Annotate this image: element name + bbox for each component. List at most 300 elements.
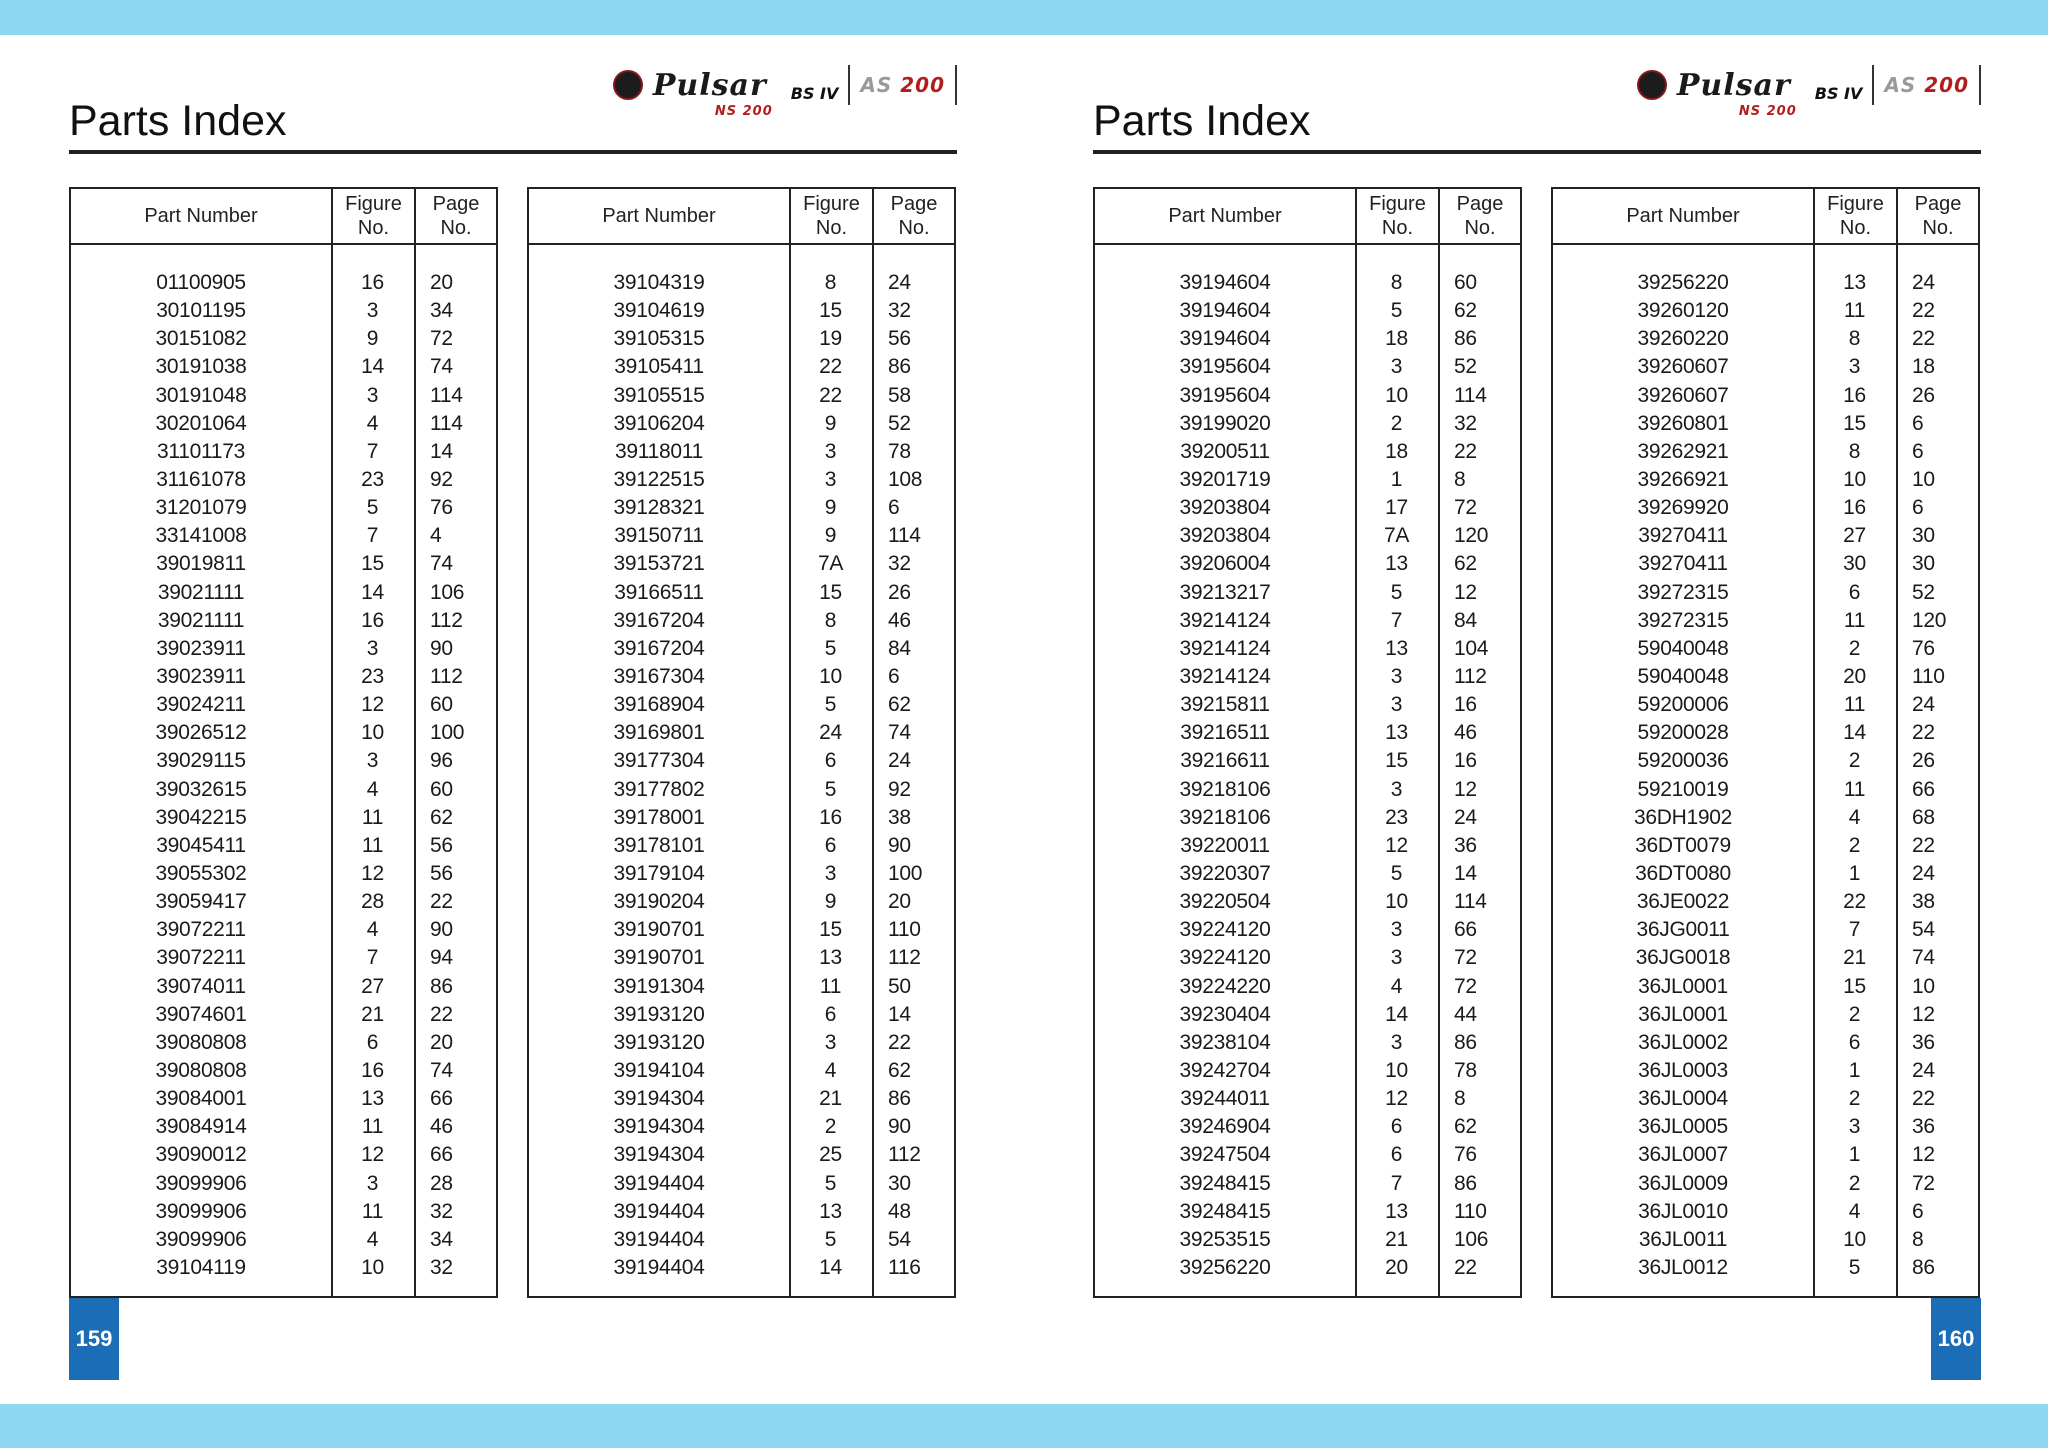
cell-figure-no: 3 bbox=[366, 383, 379, 407]
cell-part-number: 39128321 bbox=[613, 496, 705, 520]
table-row bbox=[1095, 804, 1520, 832]
cell-figure-no: 13 bbox=[1385, 721, 1408, 745]
cell-figure-no: 3 bbox=[366, 299, 379, 323]
cell-page-no: 22 bbox=[1912, 327, 1935, 351]
header-page-no: Page No. bbox=[1914, 193, 1962, 239]
cell-page-no: 72 bbox=[1912, 1171, 1935, 1195]
table-row bbox=[1553, 382, 1978, 410]
cell-figure-no: 3 bbox=[366, 1171, 379, 1195]
cell-part-number: 39167204 bbox=[613, 636, 705, 660]
cell-page-no: 60 bbox=[1454, 271, 1477, 295]
cell-part-number: 39105411 bbox=[614, 355, 704, 379]
cell-page-no: 38 bbox=[1912, 890, 1935, 914]
cell-page-no: 86 bbox=[1454, 1030, 1477, 1054]
table-row bbox=[1095, 466, 1520, 494]
cell-part-number: 31201079 bbox=[155, 496, 247, 520]
cell-page-no: 6 bbox=[1912, 1199, 1924, 1223]
cell-part-number: 39190701 bbox=[613, 918, 705, 942]
cell-page-no: 14 bbox=[888, 1002, 911, 1026]
cell-page-no: 56 bbox=[430, 833, 453, 857]
table-row bbox=[1553, 944, 1978, 972]
cell-page-no: 22 bbox=[430, 1002, 453, 1026]
cell-figure-no: 15 bbox=[1843, 411, 1866, 435]
cell-part-number: 39224120 bbox=[1179, 918, 1271, 942]
header-divider bbox=[1095, 243, 1520, 245]
table-row bbox=[1095, 1198, 1520, 1226]
cell-page-no: 12 bbox=[1912, 1002, 1935, 1026]
cell-page-no: 100 bbox=[888, 862, 923, 886]
header-figure-no: Figure No. bbox=[1827, 193, 1884, 239]
table-row bbox=[529, 691, 954, 719]
cell-part-number: 39260120 bbox=[1637, 299, 1729, 323]
cell-page-no: 34 bbox=[430, 299, 453, 323]
table-row bbox=[529, 410, 954, 438]
cell-figure-no: 5 bbox=[824, 636, 837, 660]
cell-part-number: 39074011 bbox=[156, 974, 246, 998]
brand-alt-model-suffix: 200 bbox=[900, 73, 945, 97]
cell-figure-no: 6 bbox=[1848, 580, 1861, 604]
table-row bbox=[529, 353, 954, 381]
cell-part-number: 39072211 bbox=[156, 946, 246, 970]
cell-page-no: 22 bbox=[1912, 833, 1935, 857]
cell-part-number: 39099906 bbox=[155, 1171, 247, 1195]
cell-part-number: 33141008 bbox=[155, 524, 247, 548]
table-row bbox=[529, 1141, 954, 1169]
table-row bbox=[71, 747, 496, 775]
header-part-number: Part Number bbox=[144, 205, 258, 227]
brand-model: NS 200 bbox=[1738, 103, 1797, 119]
table-row bbox=[1095, 494, 1520, 522]
cell-figure-no: 12 bbox=[361, 693, 384, 717]
table-row bbox=[1095, 550, 1520, 578]
cell-figure-no: 4 bbox=[366, 918, 379, 942]
cell-page-no: 24 bbox=[1912, 271, 1935, 295]
cell-figure-no: 6 bbox=[1390, 1143, 1403, 1167]
table-row bbox=[529, 466, 954, 494]
cell-figure-no: 10 bbox=[819, 665, 842, 689]
cell-page-no: 86 bbox=[1454, 1171, 1477, 1195]
table-row bbox=[1095, 607, 1520, 635]
cell-page-no: 78 bbox=[1454, 1059, 1477, 1082]
cell-part-number: 39194604 bbox=[1179, 327, 1271, 351]
cell-page-no: 26 bbox=[888, 580, 911, 604]
cell-page-no: 54 bbox=[888, 1227, 911, 1251]
cell-page-no: 52 bbox=[1454, 355, 1477, 379]
cell-page-no: 30 bbox=[888, 1171, 911, 1195]
table-row bbox=[529, 804, 954, 832]
cell-figure-no: 10 bbox=[1843, 468, 1866, 492]
cell-figure-no: 12 bbox=[361, 862, 384, 886]
cell-page-no: 110 bbox=[1454, 1199, 1487, 1223]
cell-part-number: 39215811 bbox=[1180, 693, 1270, 717]
table-row bbox=[71, 776, 496, 804]
brand-emblem-icon bbox=[613, 70, 643, 100]
cell-page-no: 20 bbox=[430, 271, 453, 295]
cell-part-number: 39203804 bbox=[1179, 496, 1271, 520]
cell-part-number: 39199020 bbox=[1179, 411, 1271, 435]
table-row bbox=[71, 297, 496, 325]
cell-part-number: 39104319 bbox=[613, 271, 705, 295]
table-row bbox=[1553, 522, 1978, 550]
cell-part-number: 31101173 bbox=[157, 439, 245, 463]
cell-part-number: 39194304 bbox=[613, 1115, 705, 1139]
table-row bbox=[71, 663, 496, 691]
cell-figure-no: 3 bbox=[1390, 777, 1403, 801]
cell-part-number: 36JL0001 bbox=[1638, 974, 1728, 998]
cell-page-no: 86 bbox=[1912, 1255, 1935, 1279]
table-row bbox=[71, 916, 496, 944]
cell-part-number: 39084914 bbox=[155, 1115, 247, 1139]
brand-name-text: Pulsar bbox=[1676, 67, 1791, 103]
cell-page-no: 30 bbox=[1912, 524, 1935, 548]
cell-figure-no: 4 bbox=[824, 1059, 837, 1082]
table-row bbox=[71, 804, 496, 832]
parts-table bbox=[69, 187, 498, 1298]
table-row bbox=[1095, 410, 1520, 438]
table-row bbox=[1553, 635, 1978, 663]
cell-part-number: 39190204 bbox=[613, 890, 705, 914]
cell-page-no: 8 bbox=[1454, 1087, 1466, 1111]
cell-page-no: 90 bbox=[430, 636, 453, 660]
cell-part-number: 39024211 bbox=[156, 693, 246, 717]
cell-part-number: 39191304 bbox=[613, 974, 705, 998]
cell-figure-no: 3 bbox=[366, 636, 379, 660]
table-row bbox=[529, 1226, 954, 1254]
table-row bbox=[1095, 635, 1520, 663]
table-row bbox=[1553, 804, 1978, 832]
table-row bbox=[529, 1170, 954, 1198]
table-body bbox=[71, 269, 496, 1282]
cell-figure-no: 30 bbox=[1843, 552, 1866, 576]
cell-figure-no: 19 bbox=[819, 327, 842, 351]
cell-part-number: 30201064 bbox=[155, 411, 247, 435]
table-row bbox=[529, 1113, 954, 1141]
cell-figure-no: 6 bbox=[824, 833, 837, 857]
cell-part-number: 36DT0079 bbox=[1635, 833, 1731, 857]
cell-part-number: 36DT0080 bbox=[1635, 862, 1731, 886]
cell-figure-no: 13 bbox=[361, 1087, 384, 1111]
cell-part-number: 39194604 bbox=[1179, 271, 1271, 295]
cell-page-no: 120 bbox=[1454, 524, 1489, 548]
logo-divider bbox=[955, 65, 957, 105]
table-row bbox=[71, 1085, 496, 1113]
cell-page-no: 56 bbox=[430, 862, 453, 886]
cell-part-number: 39256220 bbox=[1179, 1255, 1271, 1279]
cell-page-no: 114 bbox=[888, 524, 921, 548]
cell-page-no: 34 bbox=[430, 1227, 453, 1251]
cell-figure-no: 15 bbox=[819, 918, 842, 942]
cell-figure-no: 10 bbox=[1385, 1059, 1408, 1082]
cell-figure-no: 13 bbox=[1385, 552, 1408, 576]
table-row bbox=[529, 494, 954, 522]
cell-part-number: 39099906 bbox=[155, 1199, 247, 1223]
cell-figure-no: 8 bbox=[824, 271, 837, 295]
cell-figure-no: 8 bbox=[1848, 327, 1861, 351]
cell-figure-no: 21 bbox=[819, 1087, 842, 1111]
cell-figure-no: 2 bbox=[1848, 749, 1861, 773]
cell-figure-no: 6 bbox=[366, 1030, 379, 1054]
cell-page-no: 62 bbox=[888, 693, 911, 717]
cell-figure-no: 23 bbox=[361, 468, 384, 492]
cell-page-no: 110 bbox=[1912, 665, 1945, 689]
table-row bbox=[71, 579, 496, 607]
table-row bbox=[71, 382, 496, 410]
cell-page-no: 22 bbox=[1912, 299, 1935, 323]
cell-page-no: 68 bbox=[1912, 805, 1935, 829]
cell-figure-no: 10 bbox=[1385, 890, 1408, 914]
cell-part-number: 39104119 bbox=[156, 1255, 246, 1279]
cell-page-no: 94 bbox=[430, 946, 453, 970]
cell-part-number: 59200006 bbox=[1637, 693, 1729, 717]
cell-figure-no: 10 bbox=[361, 1255, 384, 1279]
cell-part-number: 39248415 bbox=[1179, 1199, 1271, 1223]
cell-page-no: 74 bbox=[1912, 946, 1935, 970]
table-row bbox=[1553, 353, 1978, 381]
cell-figure-no: 13 bbox=[1843, 271, 1866, 295]
table-body bbox=[529, 269, 954, 1282]
cell-part-number: 39266921 bbox=[1637, 468, 1729, 492]
parts-table bbox=[527, 187, 956, 1298]
cell-part-number: 36JL0004 bbox=[1638, 1087, 1728, 1111]
cell-part-number: 39216511 bbox=[1180, 721, 1270, 745]
cell-page-no: 90 bbox=[888, 833, 911, 857]
cell-figure-no: 6 bbox=[824, 749, 837, 773]
cell-part-number: 59040048 bbox=[1637, 665, 1729, 689]
cell-figure-no: 22 bbox=[819, 355, 842, 379]
cell-page-no: 24 bbox=[888, 271, 911, 295]
cell-part-number: 39021111 bbox=[157, 580, 245, 604]
cell-figure-no: 22 bbox=[819, 383, 842, 407]
cell-page-no: 66 bbox=[1454, 918, 1477, 942]
cell-figure-no: 2 bbox=[1848, 1002, 1861, 1026]
table-row bbox=[1553, 747, 1978, 775]
cell-page-no: 12 bbox=[1454, 580, 1477, 604]
table-row bbox=[1095, 1226, 1520, 1254]
cell-page-no: 58 bbox=[888, 383, 911, 407]
cell-page-no: 84 bbox=[1454, 608, 1477, 632]
cell-figure-no: 7 bbox=[366, 946, 379, 970]
cell-page-no: 4 bbox=[430, 524, 442, 548]
cell-page-no: 10 bbox=[1912, 974, 1935, 998]
table-row bbox=[1553, 776, 1978, 804]
title-rule bbox=[1093, 150, 1981, 154]
cell-part-number: 36DH1902 bbox=[1633, 805, 1732, 829]
table-row bbox=[1553, 719, 1978, 747]
cell-part-number: 39177802 bbox=[613, 777, 705, 801]
table-row bbox=[1553, 1113, 1978, 1141]
cell-figure-no: 15 bbox=[819, 299, 842, 323]
table-row bbox=[529, 663, 954, 691]
table-row bbox=[71, 719, 496, 747]
table-row bbox=[1095, 1113, 1520, 1141]
cell-part-number: 36JL0001 bbox=[1638, 1002, 1728, 1026]
table-row bbox=[71, 1254, 496, 1282]
cell-part-number: 39195604 bbox=[1179, 383, 1271, 407]
cell-page-no: 30 bbox=[1912, 552, 1935, 576]
cell-figure-no: 3 bbox=[824, 862, 837, 886]
table-row bbox=[1553, 607, 1978, 635]
table-row bbox=[529, 297, 954, 325]
cell-figure-no: 12 bbox=[1385, 1087, 1408, 1111]
cell-part-number: 39153721 bbox=[613, 552, 705, 576]
cell-figure-no: 2 bbox=[1390, 411, 1403, 435]
cell-page-no: 116 bbox=[888, 1255, 921, 1279]
header-figure-no: Figure No. bbox=[1369, 193, 1426, 239]
table-row bbox=[1095, 747, 1520, 775]
table-row bbox=[71, 1198, 496, 1226]
logo-divider bbox=[1979, 65, 1981, 105]
cell-page-no: 22 bbox=[1912, 1087, 1935, 1111]
cell-figure-no: 5 bbox=[824, 693, 837, 717]
bottom-accent-band bbox=[0, 1404, 2048, 1448]
cell-part-number: 39214124 bbox=[1179, 665, 1271, 689]
cell-part-number: 39194404 bbox=[613, 1171, 705, 1195]
cell-part-number: 39190701 bbox=[613, 946, 705, 970]
cell-figure-no: 11 bbox=[361, 805, 384, 829]
brand-name-text: Pulsar bbox=[652, 67, 767, 103]
cell-figure-no: 3 bbox=[1390, 946, 1403, 970]
cell-figure-no: 5 bbox=[1390, 862, 1403, 886]
cell-page-no: 62 bbox=[1454, 552, 1477, 576]
cell-part-number: 59200036 bbox=[1637, 749, 1729, 773]
cell-part-number: 36JE0022 bbox=[1636, 890, 1730, 914]
cell-page-no: 24 bbox=[1454, 805, 1477, 829]
cell-page-no: 26 bbox=[1912, 749, 1935, 773]
cell-part-number: 39194404 bbox=[613, 1199, 705, 1223]
cell-figure-no: 5 bbox=[1390, 580, 1403, 604]
table-row bbox=[1553, 1085, 1978, 1113]
cell-figure-no: 5 bbox=[824, 1227, 837, 1251]
table-row bbox=[71, 832, 496, 860]
cell-page-no: 92 bbox=[888, 777, 911, 801]
table-row bbox=[71, 1141, 496, 1169]
cell-part-number: 39218106 bbox=[1179, 805, 1271, 829]
table-row bbox=[1553, 438, 1978, 466]
cell-part-number: 01100905 bbox=[156, 271, 246, 295]
cell-figure-no: 7A bbox=[817, 552, 844, 576]
table-row bbox=[1095, 325, 1520, 353]
cell-part-number: 39260220 bbox=[1637, 327, 1729, 351]
cell-page-no: 50 bbox=[888, 974, 911, 998]
cell-part-number: 39194404 bbox=[613, 1255, 705, 1279]
header-part-number: Part Number bbox=[1626, 205, 1740, 227]
table-row bbox=[529, 522, 954, 550]
cell-part-number: 30191048 bbox=[155, 383, 247, 407]
cell-part-number: 39194104 bbox=[613, 1059, 705, 1082]
cell-part-number: 39260607 bbox=[1637, 383, 1729, 407]
cell-figure-no: 10 bbox=[1843, 1227, 1866, 1251]
title-rule bbox=[69, 150, 957, 154]
table-row bbox=[71, 269, 496, 297]
cell-figure-no: 9 bbox=[824, 411, 837, 435]
cell-figure-no: 5 bbox=[1390, 299, 1403, 323]
table-row bbox=[1553, 860, 1978, 888]
table-row bbox=[529, 607, 954, 635]
cell-part-number: 39122515 bbox=[613, 468, 705, 492]
cell-part-number: 39216611 bbox=[1180, 749, 1270, 773]
cell-page-no: 44 bbox=[1454, 1002, 1477, 1026]
cell-part-number: 39253515 bbox=[1179, 1227, 1271, 1251]
table-row bbox=[529, 1001, 954, 1029]
cell-page-no: 22 bbox=[430, 890, 453, 914]
cell-page-no: 14 bbox=[1454, 862, 1477, 886]
cell-page-no: 36 bbox=[1912, 1030, 1935, 1054]
cell-figure-no: 3 bbox=[824, 1030, 837, 1054]
cell-figure-no: 3 bbox=[824, 468, 837, 492]
cell-page-no: 12 bbox=[1454, 777, 1477, 801]
cell-page-no: 16 bbox=[1454, 749, 1477, 773]
table-row bbox=[1095, 860, 1520, 888]
cell-figure-no: 3 bbox=[1390, 693, 1403, 717]
cell-page-no: 20 bbox=[430, 1030, 453, 1054]
cell-page-no: 86 bbox=[430, 974, 453, 998]
cell-part-number: 39090012 bbox=[155, 1143, 247, 1167]
table-row bbox=[71, 466, 496, 494]
table-row bbox=[529, 719, 954, 747]
cell-page-no: 66 bbox=[430, 1143, 453, 1167]
cell-part-number: 39118011 bbox=[615, 439, 703, 463]
table-row bbox=[529, 747, 954, 775]
table-row bbox=[1553, 1141, 1978, 1169]
cell-page-no: 36 bbox=[1912, 1115, 1935, 1139]
cell-part-number: 39194304 bbox=[613, 1087, 705, 1111]
cell-part-number: 39224220 bbox=[1179, 974, 1271, 998]
table-row bbox=[529, 438, 954, 466]
cell-part-number: 39080808 bbox=[155, 1059, 247, 1082]
cell-figure-no: 23 bbox=[361, 665, 384, 689]
cell-figure-no: 4 bbox=[366, 777, 379, 801]
cell-page-no: 32 bbox=[1454, 411, 1477, 435]
cell-figure-no: 1 bbox=[1848, 1059, 1861, 1082]
cell-figure-no: 8 bbox=[824, 608, 837, 632]
cell-page-no: 92 bbox=[430, 468, 453, 492]
cell-part-number: 39269920 bbox=[1637, 496, 1729, 520]
cell-page-no: 12 bbox=[1912, 1143, 1935, 1167]
table-row bbox=[71, 973, 496, 1001]
brand-alt-model bbox=[860, 73, 945, 97]
table-row bbox=[71, 888, 496, 916]
cell-figure-no: 11 bbox=[361, 833, 384, 857]
table-row bbox=[529, 1254, 954, 1282]
table-row bbox=[529, 1085, 954, 1113]
table-row bbox=[529, 325, 954, 353]
table-row bbox=[529, 832, 954, 860]
cell-page-no: 6 bbox=[1912, 411, 1924, 435]
cell-page-no: 22 bbox=[888, 1030, 911, 1054]
cell-page-no: 78 bbox=[888, 439, 911, 463]
cell-page-no: 46 bbox=[888, 608, 911, 632]
brand-alt-model-suffix: 200 bbox=[1924, 73, 1969, 97]
table-row bbox=[71, 522, 496, 550]
cell-page-no: 90 bbox=[430, 918, 453, 942]
table-row bbox=[1553, 1226, 1978, 1254]
cell-page-no: 14 bbox=[430, 439, 453, 463]
table-row bbox=[529, 382, 954, 410]
cell-figure-no: 13 bbox=[1385, 636, 1408, 660]
table-row bbox=[1095, 1001, 1520, 1029]
page-number: 159 bbox=[69, 1298, 119, 1380]
cell-page-no: 6 bbox=[888, 496, 900, 520]
parts-table bbox=[1551, 187, 1980, 1298]
cell-part-number: 39106204 bbox=[613, 411, 705, 435]
cell-part-number: 39260801 bbox=[1637, 411, 1729, 435]
cell-page-no: 104 bbox=[1454, 636, 1489, 660]
table-row bbox=[1095, 1254, 1520, 1282]
cell-figure-no: 7 bbox=[1390, 608, 1403, 632]
cell-part-number: 36JL0010 bbox=[1638, 1199, 1728, 1223]
cell-page-no: 90 bbox=[888, 1115, 911, 1139]
cell-part-number: 39194404 bbox=[613, 1227, 705, 1251]
